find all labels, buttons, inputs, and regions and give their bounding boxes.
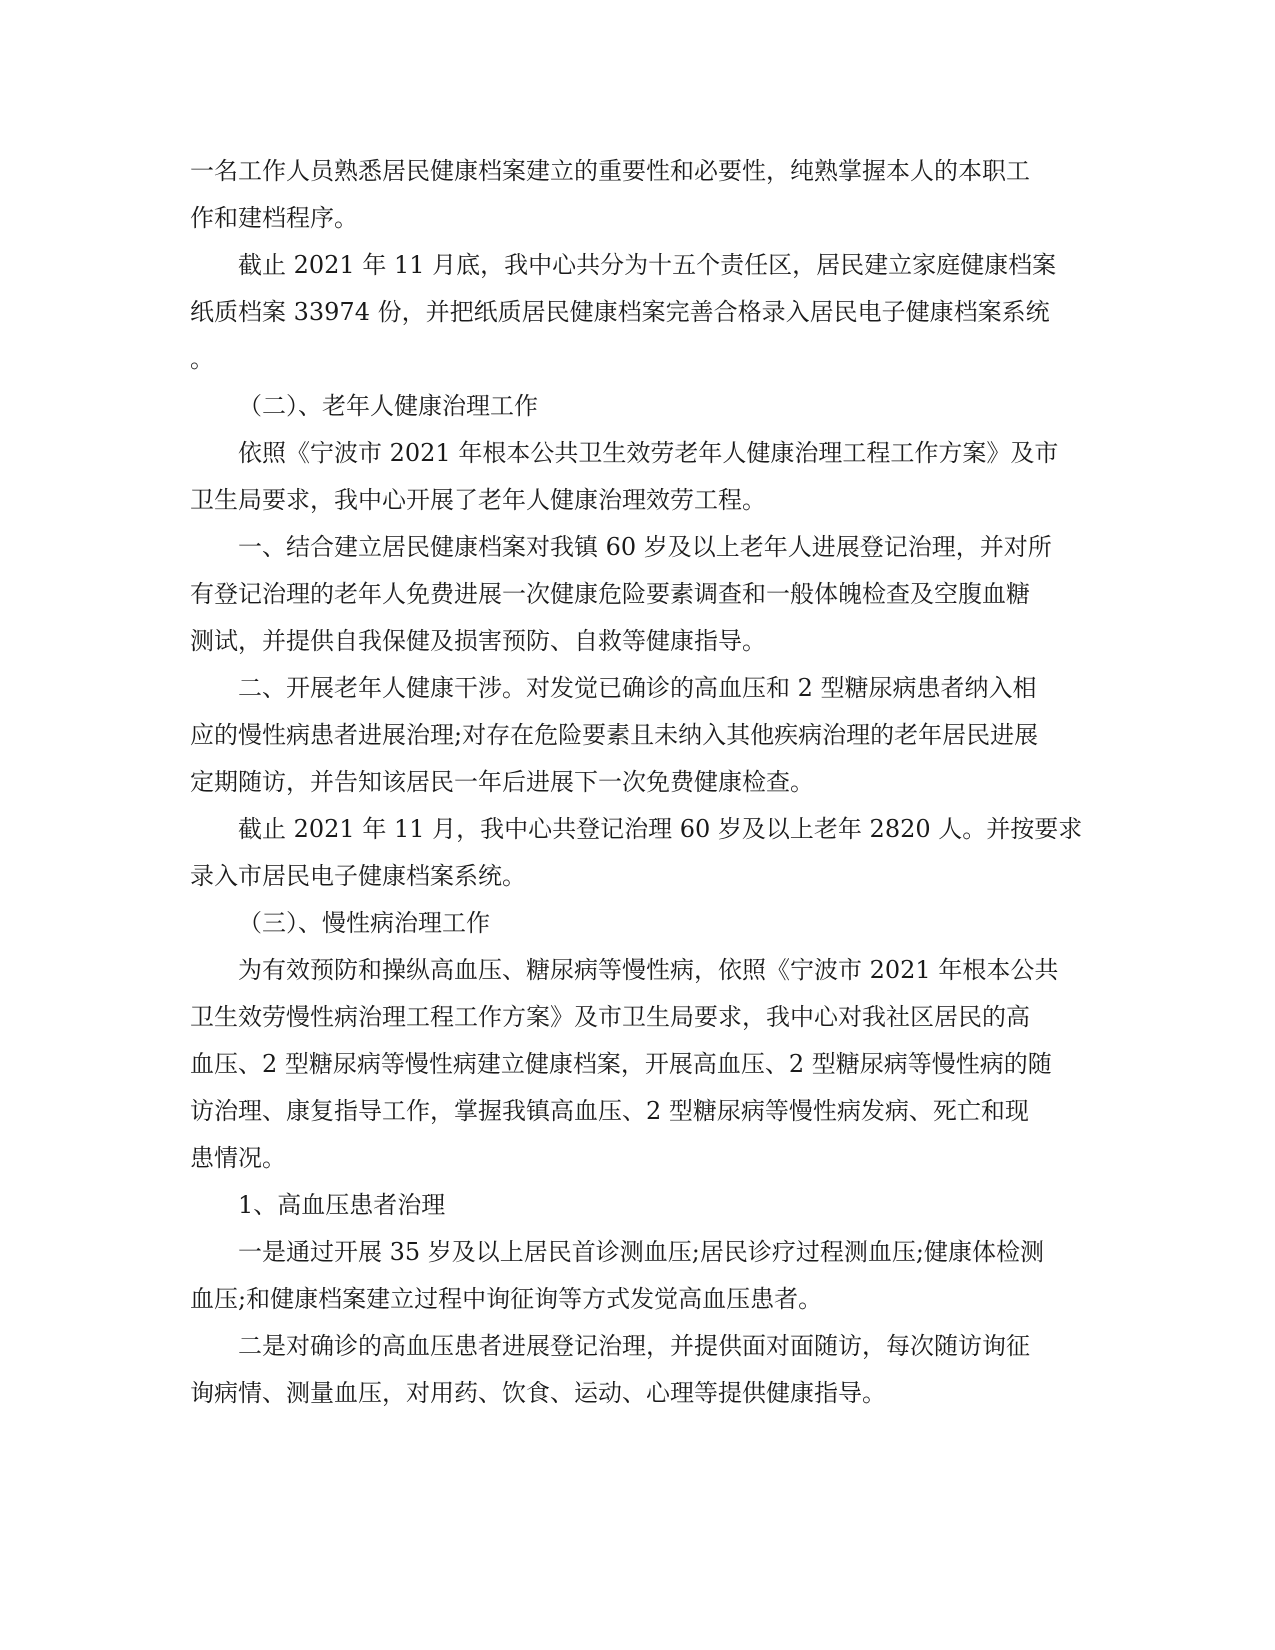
text-line: 有登记治理的老年人免费进展一次健康危险要素调查和一般体魄检查及空腹血糖 xyxy=(190,580,1030,608)
section-heading: （三）、慢性病治理工作 xyxy=(238,909,490,937)
subsection-heading: 1、高血压患者治理 xyxy=(238,1191,446,1219)
text-line: 询病情、测量血压，对用药、饮食、运动、心理等提供健康指导。 xyxy=(190,1379,886,1407)
text-line: 一是通过开展 35 岁及以上居民首诊测血压;居民诊疗过程测血压;健康体检测 xyxy=(238,1238,1044,1266)
text-line: 患情况。 xyxy=(190,1144,286,1172)
text-line: 截止 2021 年 11 月，我中心共登记治理 60 岁及以上老年 2820 人。并按要求 xyxy=(238,815,1083,843)
section-heading: （二）、老年人健康治理工作 xyxy=(238,392,538,420)
text-line: 二、开展老年人健康干涉。对发觉已确诊的高血压和 2 型糖尿病患者纳入相 xyxy=(238,674,1037,702)
text-line: 应的慢性病患者进展治理;对存在危险要素且未纳入其他疾病治理的老年居民进展 xyxy=(190,721,1039,749)
text-line: 定期随访，并告知该居民一年后进展下一次免费健康检查。 xyxy=(190,768,814,796)
text-line: 依照《宁波市 2021 年根本公共卫生效劳老年人健康治理工程工作方案》及市 xyxy=(238,439,1059,467)
text-line: 血压;和健康档案建立过程中询征询等方式发觉高血压患者。 xyxy=(190,1285,823,1313)
text-line: 测试，并提供自我保健及损害预防、自救等健康指导。 xyxy=(190,627,766,655)
text-line: 一名工作人员熟悉居民健康档案建立的重要性和必要性，纯熟掌握本人的本职工 xyxy=(190,157,1030,185)
text-line: 录入市居民电子健康档案系统。 xyxy=(190,862,526,890)
text-line: 一、结合建立居民健康档案对我镇 60 岁及以上老年人进展登记治理，并对所 xyxy=(238,533,1052,561)
text-line: 卫生效劳慢性病治理工程工作方案》及市卫生局要求，我中心对我社区居民的高 xyxy=(190,1003,1030,1031)
text-line: 访治理、康复指导工作，掌握我镇高血压、2 型糖尿病等慢性病发病、死亡和现 xyxy=(190,1097,1029,1125)
text-line: 纸质档案 33974 份，并把纸质居民健康档案完善合格录入居民电子健康档案系统 xyxy=(190,298,1050,326)
text-line: 二是对确诊的高血压患者进展登记治理，并提供面对面随访，每次随访询征 xyxy=(238,1332,1030,1360)
text-line: 作和建档程序。 xyxy=(190,204,358,232)
text-line: 为有效预防和操纵高血压、糖尿病等慢性病，依照《宁波市 2021 年根本公共 xyxy=(238,956,1059,984)
text-line: 。 xyxy=(190,345,214,373)
text-line: 卫生局要求，我中心开展了老年人健康治理效劳工程。 xyxy=(190,486,766,514)
text-line: 截止 2021 年 11 月底，我中心共分为十五个责任区，居民建立家庭健康档案 xyxy=(238,251,1057,279)
text-line: 血压、2 型糖尿病等慢性病建立健康档案，开展高血压、2 型糖尿病等慢性病的随 xyxy=(190,1050,1052,1078)
